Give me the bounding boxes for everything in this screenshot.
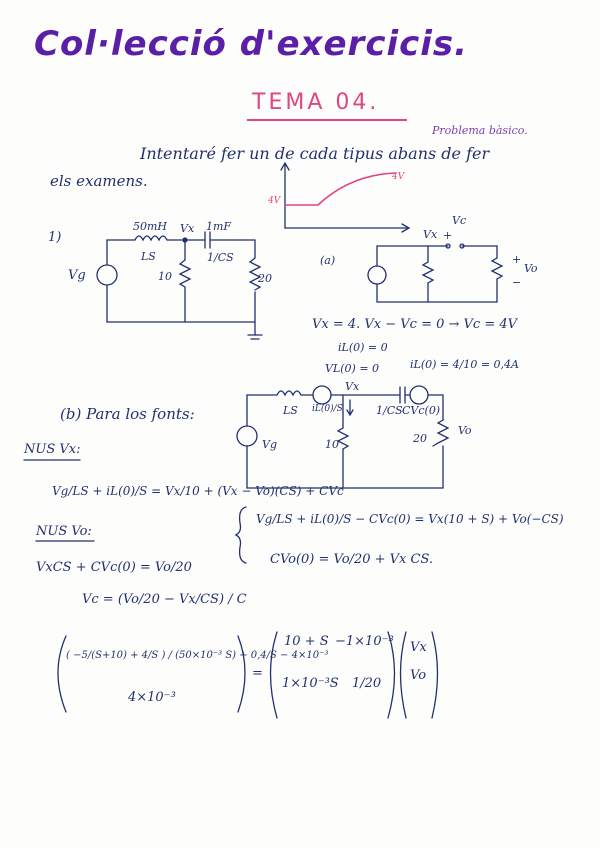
part-a-eq3: VL(0) = 0 [325,362,380,375]
part-a-label: (a) [320,254,336,267]
part-b-r1: 10 [325,438,339,451]
part1-number: 1) [48,230,62,245]
part-b-r2: 20 [413,432,427,445]
vector-v2: Vo [410,668,427,683]
problem-tag: Problema bàsico. [432,124,528,137]
part-b-vo: Vo [458,424,472,437]
circuit-a [368,244,502,302]
part1-inductor-value: 50mH [133,220,168,233]
matrix-equals: = [252,666,263,681]
part-a-eq4: iL(0) = 4/10 = 0,4A [410,358,519,371]
part1-node-vx: Vx [180,222,195,235]
part-a-plus: + [443,229,453,242]
part-a-vc: Vc [452,214,467,227]
part-b-ls: LS [283,404,298,417]
part-a-vx: Vx [423,228,438,241]
part1-r1: 10 [158,270,172,283]
graph-label-initial: 4V [268,196,281,206]
system-equation-1: Vg/LS + iL(0)/S − CVc(0) = Vx(10 + S) + Vo(−CS) [256,512,564,526]
circuit-1 [97,232,262,339]
part1-r2: 20 [258,272,272,285]
intro-line-2: els examens. [50,172,148,190]
system-equation-2: CVo(0) = Vo/20 + Vx CS. [270,552,434,567]
part-a-eq2: iL(0) = 0 [338,341,388,354]
part-b-il-source: iL(0)/S [312,404,343,414]
part1-source-label: Vg [68,268,86,283]
nus-vx-equation: Vg/LS + iL(0)/S = Vx/10 + (Vx − Vo)(CS) + CVc [52,484,344,498]
part1-cap-imp: 1/CS [207,251,234,264]
nus-vo-heading: NUS Vo: [36,524,92,539]
topic-heading: TEMA 04. [252,90,380,115]
matrix-m11: 10 + S [284,634,329,649]
step-graph [281,163,409,232]
page-title: Col·lecció d'exercicis. [34,24,469,64]
graph-label-final: 4V [392,172,405,182]
matrix-lhs-top: ( −5/(S+10) + 4/S ) / (50×10⁻³ S) + 0,4/S − 4×10⁻³ [66,650,329,661]
matrix-m12: −1×10⁻³ [335,634,394,649]
matrix-m21: 1×10⁻³S [282,676,339,691]
part1-cap-value: 1mF [206,220,232,233]
nus-vo-equation: VxCS + CVc(0) = Vo/20 [36,560,192,575]
intro-line-1: Intentaré fer un de cada tipus abans de fer [140,144,490,163]
vc-definition: Vc = (Vo/20 − Vx/CS) / C [82,592,247,607]
part-a-plus-out: + [512,253,522,266]
part-a-vo: Vo [524,262,538,275]
part1-inductor-imp: LS [141,250,156,263]
part-b-cap-imp: 1/CS [376,404,403,417]
part-a-eq1: Vx = 4. Vx − Vc = 0 → Vc = 4V [312,317,518,332]
part-b-label: (b) Para los fonts: [60,405,195,423]
part-b-source: Vg [262,438,277,451]
vector-v1: Vx [410,640,427,655]
part-b-cvc: CVc(0) [402,404,441,417]
part-b-vx: Vx [345,380,360,393]
nus-vx-heading: NUS Vx: [24,442,81,457]
matrix-m22: 1/20 [352,676,382,691]
matrix-lhs-bottom: 4×10⁻³ [128,690,176,705]
part-a-minus-out: − [512,276,522,289]
